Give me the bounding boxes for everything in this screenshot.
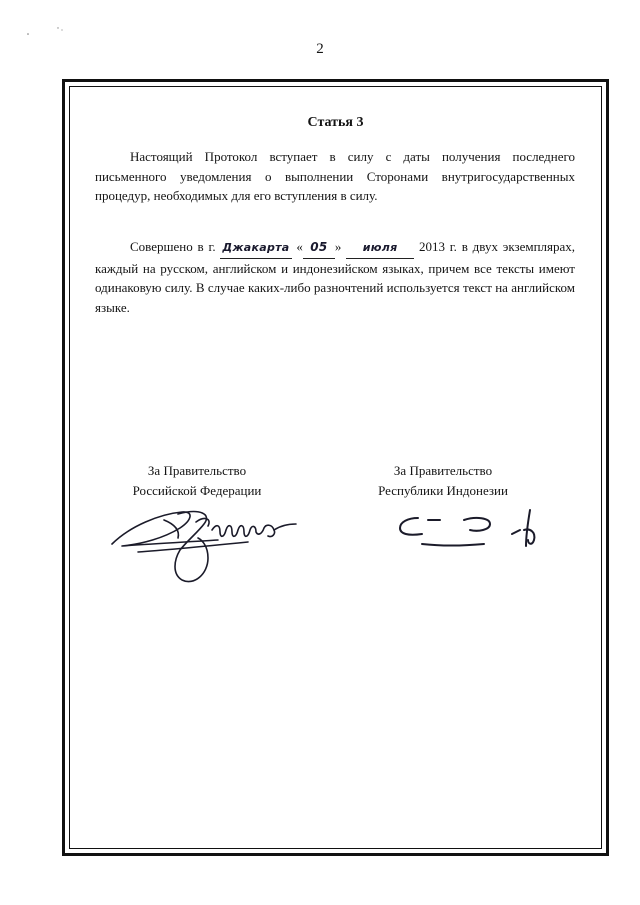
handwritten-city: Джакарта — [220, 238, 291, 259]
signatory-indonesia — [343, 461, 543, 501]
article-title: Статья 3 — [307, 115, 364, 130]
handwritten-day: 05 — [303, 238, 335, 259]
done-at-suffix: 2013 г. в двух экземплярах, каждый на русском, английском и индонезийском языках, причем все тексты имеют одинаковую силу. В случае каких-либо разночтений используется текст на английском языке. — [95, 239, 576, 315]
signature-russia — [108, 500, 303, 590]
open-quote: « — [296, 239, 303, 254]
signatory-russia — [97, 461, 297, 501]
paragraph-done-at — [95, 237, 575, 317]
signatory-indonesia-line-2: Республики Индонезии — [378, 483, 508, 498]
close-quote: » — [334, 239, 342, 254]
signatory-russia-line-2: Российской Федерации — [132, 483, 262, 498]
signature-indonesia — [392, 500, 552, 560]
paragraph-entry-into-force — [95, 147, 575, 206]
done-at-prefix: Совершено в г. — [130, 239, 216, 254]
signatory-indonesia-line-1: За Правительство — [393, 463, 493, 478]
paragraph-1-text: Настоящий Протокол вступает в силу с даты получения последнего письменного уведомления о выполнении Сторонами внутригосударственных процедур, необходимых для его вступления в силу. — [95, 149, 575, 203]
handwritten-month: июля — [346, 238, 414, 259]
signatory-russia-line-1: За Правительство — [147, 463, 247, 478]
page-number: 2 — [316, 41, 324, 57]
